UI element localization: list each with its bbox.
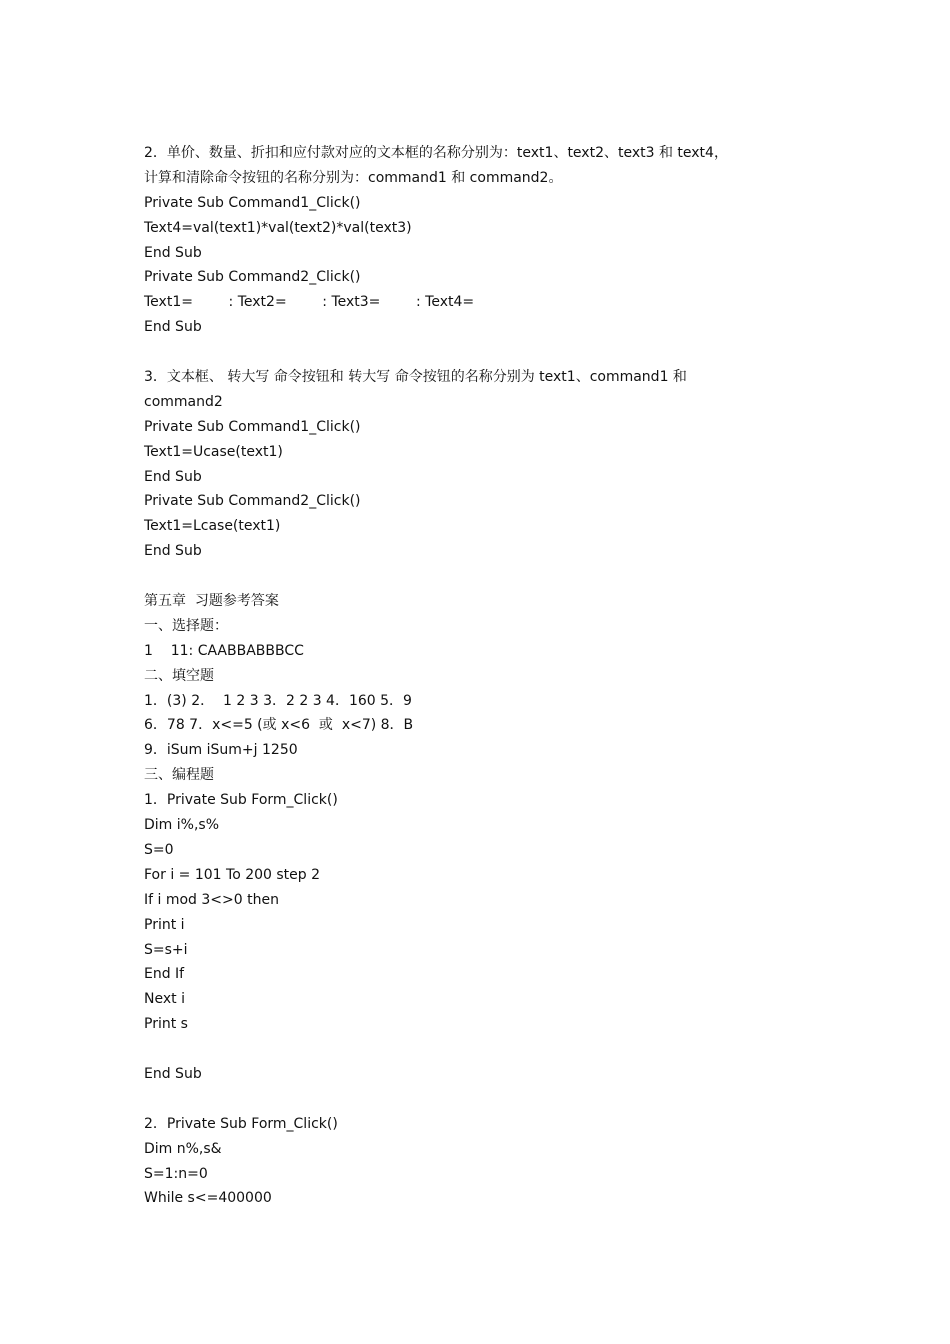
blank-line bbox=[144, 340, 810, 365]
chapter-heading: 第五章 习题参考答案 bbox=[144, 593, 279, 610]
document-page bbox=[144, 141, 810, 1211]
code-line: Text4=val(text1)*val(text2)*val(text3) bbox=[144, 219, 412, 236]
code-line: S=1:n=0 bbox=[144, 1165, 208, 1182]
code-line: End Sub bbox=[144, 1065, 202, 1082]
code-line: Private Sub Command2_Click() bbox=[144, 493, 361, 510]
text-line: 2．单价、数量、折扣和应付款对应的文本框的名称分别为：text1、text2、text3 和 text4， bbox=[144, 145, 728, 161]
section-heading: 三、编程题 bbox=[144, 767, 214, 784]
answer-line: 6．78 7．x<=5 (或 x<6 或 x<7) 8．B bbox=[144, 717, 414, 734]
code-line: Print i bbox=[144, 916, 185, 933]
code-line: Dim n%,s& bbox=[144, 1140, 222, 1157]
code-line: Next i bbox=[144, 991, 185, 1008]
text-line: 3．文本框、 转大写 命令按钮和 转大写 命令按钮的名称分别为 text1、command1 和 bbox=[144, 369, 687, 386]
code-line: Text1=Lcase(text1) bbox=[144, 518, 281, 535]
code-line: Private Sub Command2_Click() bbox=[144, 269, 361, 286]
text-line: command2 bbox=[144, 393, 223, 410]
code-line: End Sub bbox=[144, 319, 202, 336]
code-line: End If bbox=[144, 966, 185, 983]
blank-line bbox=[144, 1037, 810, 1062]
code-line: Private Sub Command1_Click() bbox=[144, 418, 361, 435]
code-line: 1．Private Sub Form_Click() bbox=[144, 792, 338, 809]
answer-line: 9．iSum iSum+j 1250 bbox=[144, 742, 298, 759]
blank-line bbox=[144, 1087, 810, 1112]
code-line: End Sub bbox=[144, 468, 202, 485]
code-line: For i = 101 To 200 step 2 bbox=[144, 866, 321, 883]
code-line: Print s bbox=[144, 1016, 188, 1033]
code-line: 2．Private Sub Form_Click() bbox=[144, 1115, 338, 1132]
blank-line bbox=[144, 564, 810, 589]
code-line: Text1= : Text2= : Text3= : Text4= bbox=[144, 294, 475, 311]
code-line: While s<=400000 bbox=[144, 1190, 272, 1207]
text-line: 计算和清除命令按钮的名称分别为：command1 和 command2。 bbox=[144, 169, 563, 186]
code-line: End Sub bbox=[144, 244, 202, 261]
answer-line: 1 11: CAABBABBBCC bbox=[144, 642, 304, 659]
code-line: End Sub bbox=[144, 543, 202, 560]
section-heading: 一、选择题： bbox=[144, 617, 228, 634]
code-line: Private Sub Command1_Click() bbox=[144, 194, 361, 211]
answer-line: 1．(3) 2． 1 2 3 3．2 2 3 4．160 5．9 bbox=[144, 692, 412, 709]
code-line: S=0 bbox=[144, 841, 174, 858]
section-heading: 二、填空题 bbox=[144, 667, 214, 684]
code-line: Dim i%,s% bbox=[144, 817, 219, 834]
code-line: Text1=Ucase(text1) bbox=[144, 443, 283, 460]
code-line: If i mod 3<>0 then bbox=[144, 891, 279, 908]
code-line: S=s+i bbox=[144, 941, 188, 958]
